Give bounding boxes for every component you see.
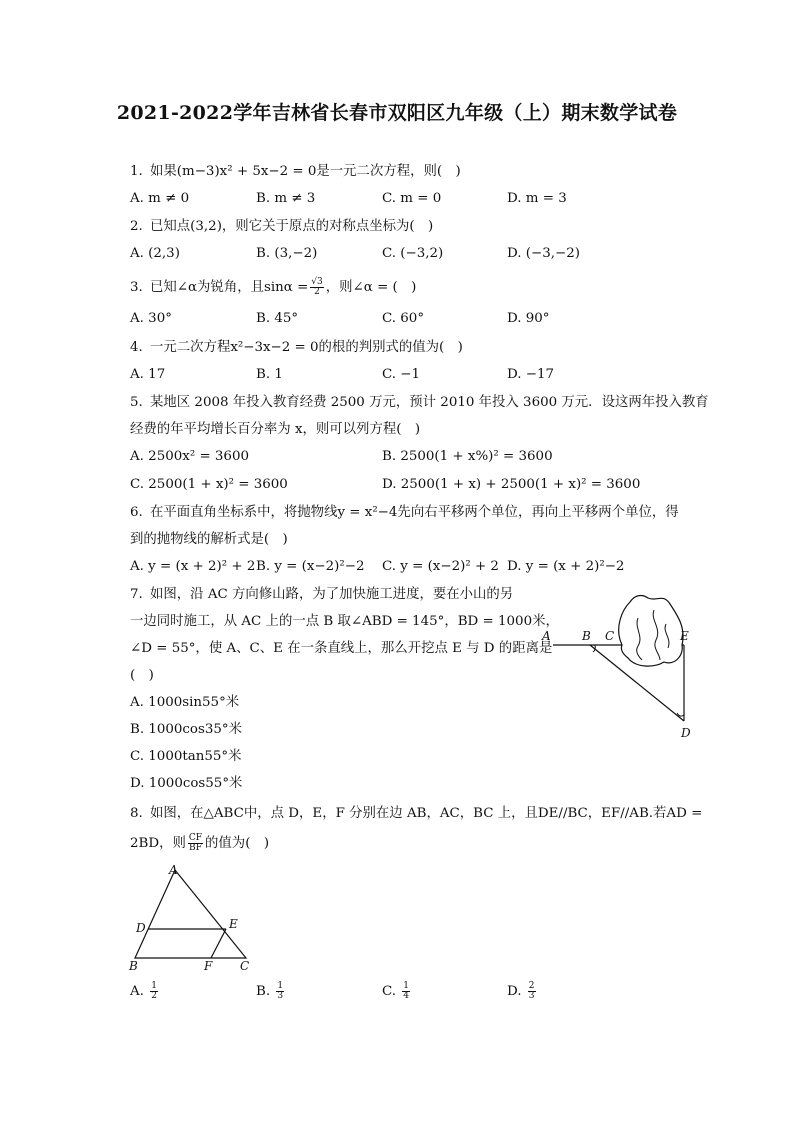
question-5-line-2: 经费的年平均增长百分率为 x，则可以列方程( ) (130, 422, 421, 437)
option-letter: B. (256, 984, 271, 999)
option-letter: D. (507, 984, 522, 999)
option-d[interactable]: D. 90° (507, 311, 550, 326)
question-8-line-2 (130, 834, 269, 853)
question-7 (130, 586, 513, 604)
label-d: D (681, 726, 691, 740)
fraction (528, 982, 536, 1001)
fraction-denominator: 3 (528, 991, 535, 1001)
fraction (310, 278, 323, 297)
question-number: 7. (130, 587, 143, 602)
option-c[interactable]: C. (−3,2) (382, 246, 444, 261)
question-number: 4. (130, 340, 143, 355)
label-c: C (240, 959, 250, 973)
question-number: 3. (130, 280, 143, 295)
fraction-denominator: BF (189, 843, 202, 853)
question-text: 已知点(3,2)，则它关于原点的对称点坐标为( ) (150, 219, 434, 234)
option-c[interactable]: C. 2500(1 + x)² = 3600 (130, 477, 288, 492)
question-text: 一元二次方程x²−3x−2 = 0的根的判别式的值为( ) (150, 340, 463, 355)
option-a[interactable] (130, 982, 160, 1001)
question-4-options (130, 366, 690, 384)
triangle-figure (125, 862, 255, 974)
exam-title: 2021-2022学年吉林省长春市双阳区九年级（上）期末数学试卷 (116, 102, 678, 124)
option-c[interactable]: C. 1000tan55°米 (130, 749, 242, 764)
fraction (276, 982, 284, 1001)
option-b[interactable]: B. 45° (256, 311, 299, 326)
option-b[interactable]: B. y = (x−2)²−2 (256, 559, 365, 574)
mountain-road-figure (538, 588, 708, 743)
question-number: 2. (130, 219, 143, 234)
option-a[interactable]: A. y = (x + 2)² + 2 (130, 559, 256, 574)
mountain-outline (619, 595, 683, 666)
question-number: 5. (130, 395, 143, 410)
fraction-numerator: 1 (151, 981, 157, 991)
option-c[interactable]: C. m = 0 (382, 191, 442, 206)
label-f: F (204, 959, 213, 973)
question-3-options (130, 310, 690, 328)
option-a[interactable]: A. 17 (130, 367, 166, 382)
question-2 (130, 218, 433, 236)
fraction (402, 982, 410, 1001)
question-text: 在平面直角坐标系中，将抛物线y = x²−4先向右平移两个单位，再向上平移两个单位，得 (150, 505, 679, 520)
option-letter: C. (382, 984, 397, 999)
option-a[interactable]: A. (2,3) (130, 246, 180, 261)
option-b[interactable]: B. 1 (256, 367, 283, 382)
question-4 (130, 339, 463, 357)
question-number: 6. (130, 505, 143, 520)
label-b: B (582, 629, 591, 643)
fraction-numerator: 1 (403, 981, 410, 991)
question-7-line-3: ∠D = 55°，使 A、C、E 在一条直线上，那么开挖点 E 与 D 的距离是 (130, 641, 553, 656)
question-1-options (130, 190, 690, 208)
triangle-abc (135, 870, 246, 958)
option-c[interactable] (382, 982, 412, 1001)
question-8 (130, 805, 702, 823)
question-number: 1. (130, 164, 143, 179)
option-c[interactable]: C. −1 (382, 367, 421, 382)
label-e: E (229, 917, 238, 931)
option-a[interactable]: A. 2500x² = 3600 (130, 449, 249, 464)
option-d[interactable]: D. 1000cos55°米 (130, 776, 243, 791)
fraction (150, 982, 158, 1001)
question-7-line-4: ( ) (130, 668, 154, 683)
question-2-options (130, 245, 690, 263)
option-d[interactable] (507, 982, 538, 1001)
label-a: A (169, 863, 178, 877)
label-a: A (542, 629, 551, 643)
question-text: 2BD，则 (130, 836, 186, 851)
option-letter: A. (130, 984, 144, 999)
label-e: E (680, 629, 689, 643)
question-text: 已知∠α为锐角，且sinα = (150, 280, 309, 295)
question-6 (130, 504, 679, 522)
question-number: 8. (130, 806, 143, 821)
fraction-numerator: 1 (277, 981, 284, 991)
question-6-options (130, 558, 690, 576)
fraction-denominator: 2 (314, 287, 320, 297)
option-a[interactable]: A. 30° (130, 311, 172, 326)
question-6-line-2: 到的抛物线的解析式是( ) (130, 532, 288, 547)
question-5-options-row-1 (130, 448, 690, 466)
option-c[interactable]: C. 60° (382, 311, 425, 326)
option-d[interactable]: D. (−3,−2) (507, 246, 580, 261)
question-3 (130, 278, 416, 297)
fraction (188, 834, 203, 853)
question-5-options-row-2 (130, 476, 690, 494)
question-1 (130, 163, 461, 181)
question-text: 如果(m−3)x² + 5x−2 = 0是一元二次方程，则( ) (150, 164, 461, 179)
question-5 (130, 394, 709, 412)
option-b[interactable]: B. 2500(1 + x%)² = 3600 (382, 449, 553, 464)
question-7-line-2: 一边同时施工，从 AC 上的一点 B 取∠ABD = 145°，BD = 1000米， (130, 614, 559, 629)
option-b[interactable]: B. m ≠ 3 (256, 191, 316, 206)
question-text-tail: ，则∠α = ( ) (325, 280, 417, 295)
question-text: 如图，在△ABC中，点 D，E，F 分别在边 AB，AC，BC 上，且DE//BC，EF//AB.若AD = (150, 806, 703, 821)
option-d[interactable]: D. y = (x + 2)²−2 (507, 559, 625, 574)
option-b[interactable]: B. 1000cos35°米 (130, 722, 242, 737)
label-d: D (136, 921, 146, 935)
fraction-denominator: 3 (277, 991, 284, 1001)
fraction-denominator: 2 (151, 991, 157, 1001)
label-c: C (605, 629, 615, 643)
option-d[interactable]: D. −17 (507, 367, 555, 382)
question-text: 某地区 2008 年投入教育经费 2500 万元，预计 2010 年投入 3600 万元．设这两年投入教育 (150, 395, 709, 410)
question-text: 如图，沿 AC 方向修山路，为了加快施工进度，要在小山的另 (150, 587, 514, 602)
label-b: B (129, 959, 138, 973)
option-b[interactable]: B. (3,−2) (256, 246, 318, 261)
option-a[interactable]: A. m ≠ 0 (130, 191, 190, 206)
option-d[interactable]: D. m = 3 (507, 191, 567, 206)
fraction-denominator: 4 (403, 991, 410, 1001)
option-c[interactable]: C. y = (x−2)² + 2 (382, 559, 499, 574)
option-a[interactable]: A. 1000sin55°米 (130, 695, 240, 710)
option-d[interactable]: D. 2500(1 + x) + 2500(1 + x)² = 3600 (382, 477, 641, 492)
fraction-numerator: √3 (311, 277, 323, 287)
fraction-numerator: 2 (528, 981, 535, 991)
fraction-numerator: CF (188, 833, 203, 843)
question-8-options (130, 982, 690, 1008)
option-b[interactable] (256, 982, 286, 1001)
line-ef (211, 929, 226, 958)
question-text-tail: 的值为( ) (205, 836, 270, 851)
